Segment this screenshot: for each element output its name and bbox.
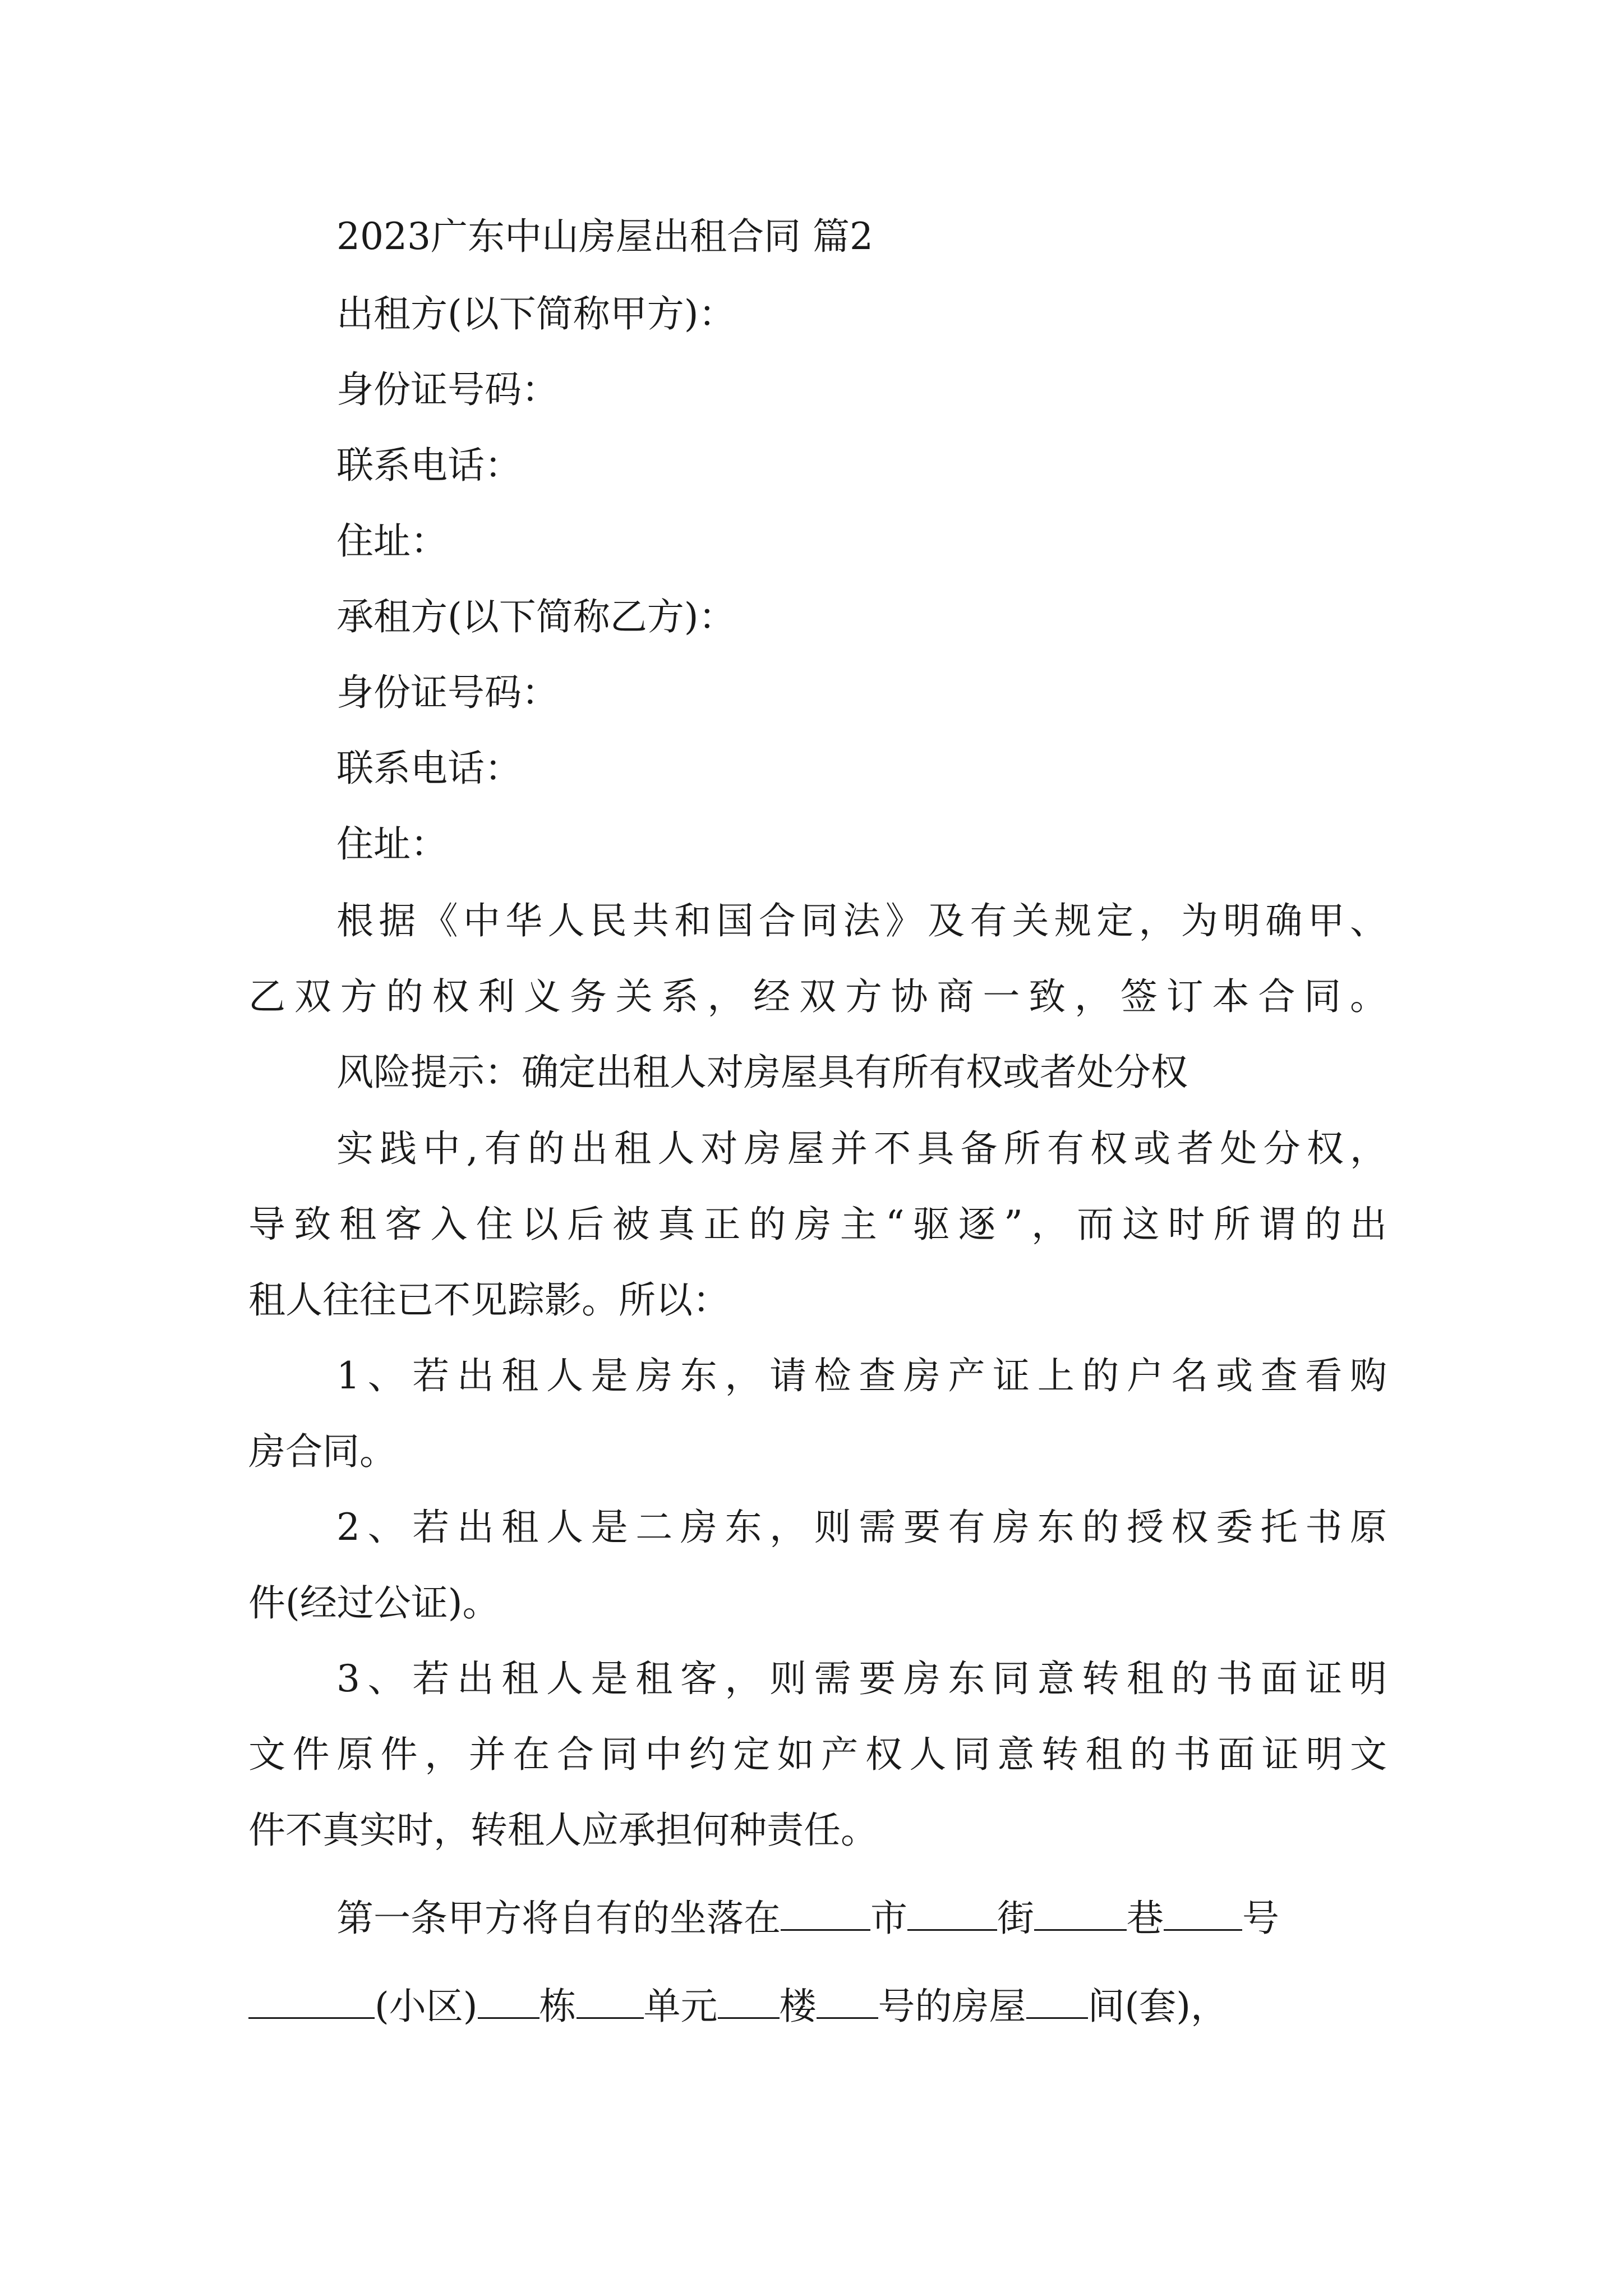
lessor-id-label: 身份证号码：: [336, 368, 559, 411]
lessor-address-label: 住址：: [336, 519, 448, 563]
lessee-heading: 承租方(以下简称乙方)：: [336, 595, 736, 638]
item-3-line-1: 3、若出租人是租客，则需要房东同意转租的书面证明: [336, 1657, 1387, 1700]
article-1-city-label: 市: [870, 1897, 907, 1940]
article-1-street-label: 街: [997, 1897, 1034, 1940]
blank-room-count[interactable]: [1026, 1986, 1088, 2019]
blank-room-number[interactable]: [817, 1986, 878, 2019]
blank-street[interactable]: [907, 1898, 997, 1931]
lessee-phone-label: 联系电话：: [336, 747, 522, 790]
lessor-phone-label: 联系电话：: [336, 444, 522, 487]
lessee-address-label: 住址：: [336, 822, 448, 866]
article-1-community-label: (小区): [375, 1985, 478, 2028]
blank-unit[interactable]: [577, 1986, 644, 2019]
article-1-building-label: 栋: [539, 1985, 577, 2028]
risk-title: 风险提示：确定出租人对房屋具有所有权或者处分权: [336, 1051, 1188, 1094]
preamble-line-2: 乙双方的权利义务关系，经双方协商一致，签订本合同。: [248, 975, 1387, 1018]
article-1-line-1: [336, 1896, 1279, 1941]
article-1-text: 第一条甲方将自有的坐落在: [336, 1897, 781, 1940]
risk-body-line-3: 租人往往已不见踪影。所以：: [248, 1278, 730, 1322]
article-1-room-label: 号的房屋: [878, 1985, 1026, 2028]
item-1-line-2: 房合同。: [248, 1430, 396, 1473]
item-3-line-3: 件不真实时，转租人应承担何种责任。: [248, 1809, 878, 1852]
risk-body-line-1: 实践中,有的出租人对房屋并不具备所有权或者处分权，: [336, 1127, 1387, 1170]
item-2-line-2: 件(经过公证)。: [248, 1581, 500, 1625]
article-1-floor-label: 楼: [779, 1985, 817, 2028]
document-title: 2023广东中山房屋出租合同 篇2: [336, 215, 873, 258]
blank-number[interactable]: [1164, 1898, 1242, 1931]
article-1-line-2: [248, 1984, 1228, 2029]
article-1-unit-label: 单元: [643, 1985, 718, 2028]
article-1-lane-label: 巷: [1127, 1897, 1164, 1940]
article-1-number-label: 号: [1242, 1897, 1279, 1940]
blank-lane[interactable]: [1034, 1898, 1127, 1931]
blank-community[interactable]: [248, 1986, 375, 2019]
blank-building[interactable]: [478, 1986, 540, 2019]
item-2-line-1: 2、若出租人是二房东，则需要有房东的授权委托书原: [336, 1506, 1387, 1549]
preamble-line-1: 根据《中华人民共和国合同法》及有关规定，为明确甲、: [336, 899, 1387, 942]
lessee-id-label: 身份证号码：: [336, 671, 559, 714]
blank-city[interactable]: [781, 1898, 870, 1931]
blank-floor[interactable]: [718, 1986, 780, 2019]
risk-body-line-2: 导致租客入住以后被真正的房主“驱逐”，而这时所谓的出: [248, 1203, 1387, 1246]
item-3-line-2: 文件原件，并在合同中约定如产权人同意转租的书面证明文: [248, 1733, 1387, 1776]
lessor-heading: 出租方(以下简称甲方)：: [336, 292, 736, 335]
item-1-line-1: 1、若出租人是房东，请检查房产证上的户名或查看购: [336, 1354, 1387, 1397]
article-1-count-label: 间(套)，: [1087, 1985, 1228, 2028]
